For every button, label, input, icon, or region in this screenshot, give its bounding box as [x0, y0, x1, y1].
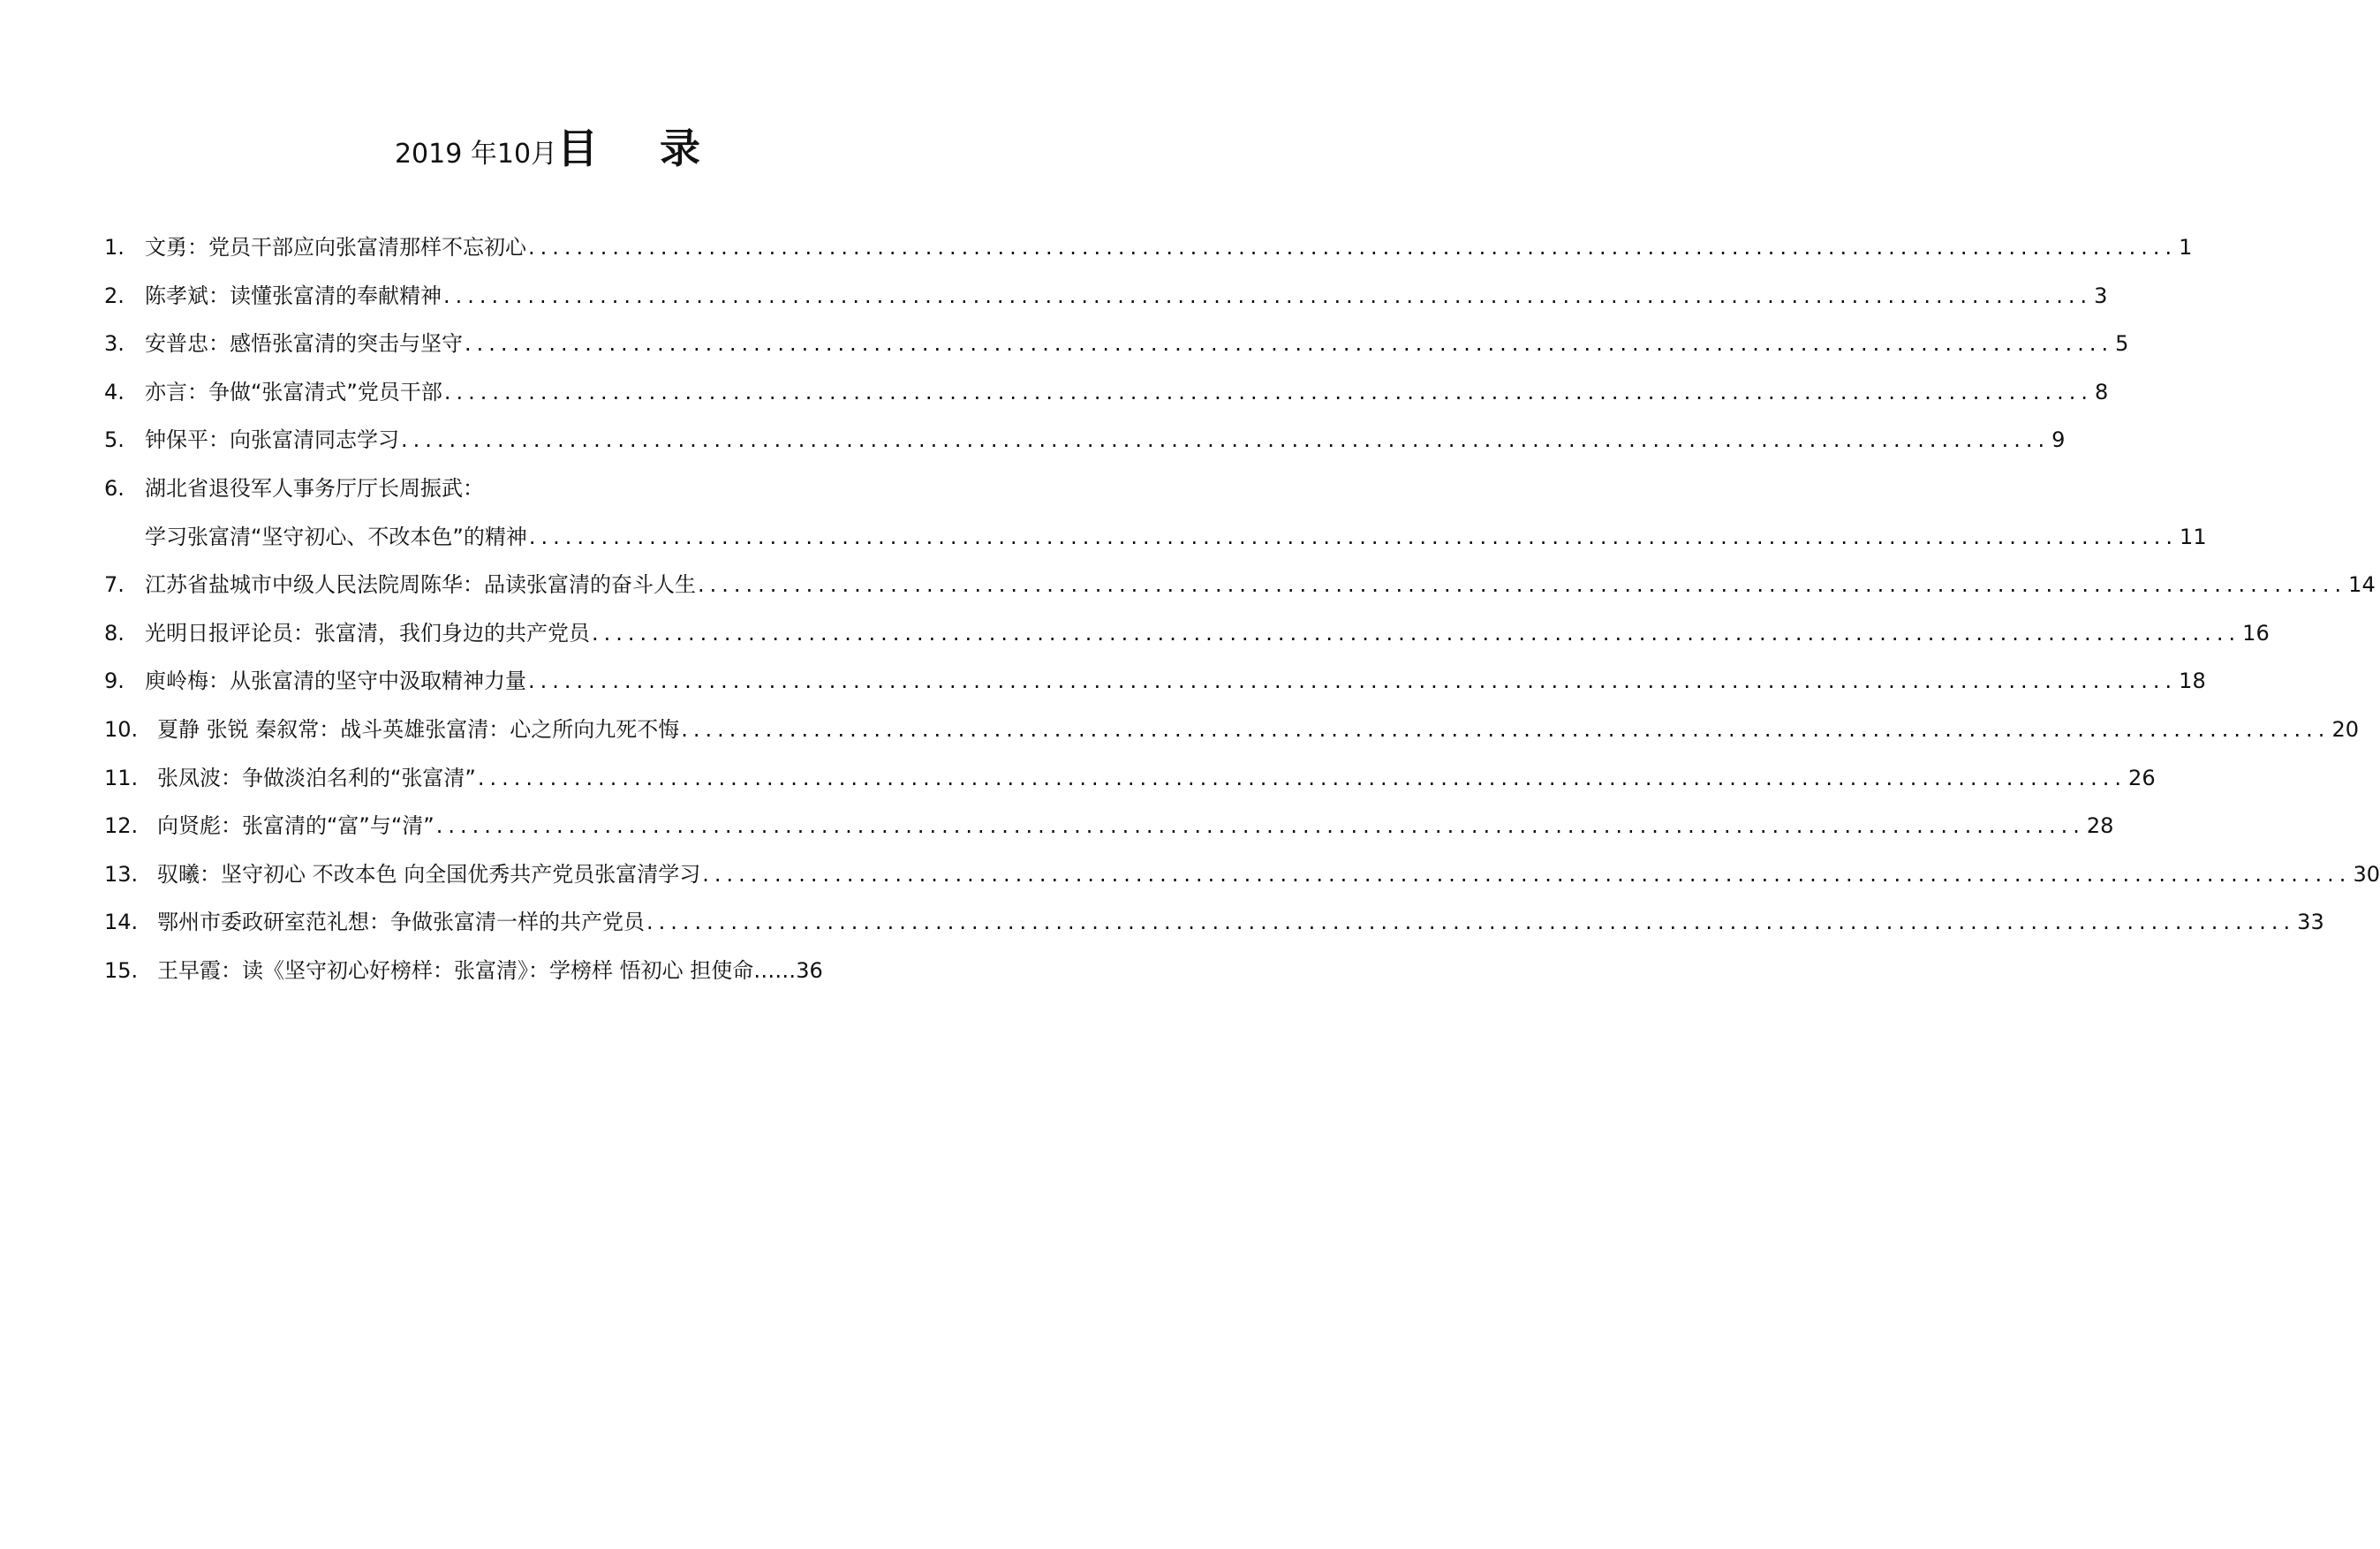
toc-entry-14[interactable]: [104, 898, 2324, 947]
toc-entry-13[interactable]: [104, 850, 2380, 899]
toc-entry-number: 13.: [104, 861, 139, 887]
toc-entry-line: [145, 272, 2108, 321]
toc-entry-title: 江苏省盐城市中级人民法院周陈华：品读张富清的奋斗人生: [145, 572, 696, 598]
title-date: 2019 年10月: [394, 139, 558, 170]
toc-entry-title: 向贤彪：张富清的“富”与“清”: [157, 813, 434, 839]
toc-entry-2[interactable]: [104, 272, 2108, 321]
toc-entry-page: 16: [2242, 620, 2270, 646]
toc-entry-title: 光明日报评论员：张富清，我们身边的共产党员: [145, 620, 590, 646]
toc-entry-page: 14: [2348, 572, 2376, 598]
toc-entry-title: 文勇：党员干部应向张富清那样不忘初心: [145, 235, 526, 260]
toc-leader-dots: .........................................................................................................................................: [528, 524, 2179, 549]
toc-entry-number: 6.: [104, 475, 125, 501]
toc-entry-title: 鄂州市委政研室范礼想：争做张富清一样的共产党员: [157, 910, 645, 935]
toc-entry-page: 3: [2094, 283, 2108, 308]
toc-leader-dots: .........................................................................................................................................: [435, 813, 2085, 839]
toc-entry-number: 12.: [104, 813, 139, 839]
toc-entry-title: 学习张富清“坚守初心、不改本色”的精神: [145, 524, 527, 549]
toc-entry-title: 亦言：争做“张富清式”党员干部: [145, 379, 442, 404]
toc-entry-number: 15.: [104, 957, 139, 983]
toc-entry-page: 18: [2179, 669, 2206, 694]
toc-entry-1[interactable]: [104, 223, 2193, 272]
toc-entry-line: [145, 657, 2206, 706]
toc-entry-title: 王早霞：读《坚守初心好榜样：张富清》：学榜样 悟初心 担使命……36: [157, 957, 823, 983]
toc-entry-number: 14.: [104, 910, 139, 935]
toc-entry-line: [145, 416, 2066, 465]
toc-leader-dots: .........................................................................................................................................: [443, 283, 2093, 308]
toc-leader-dots: .........................................................................................................................................: [646, 910, 2296, 935]
toc-entry-page: 33: [2297, 910, 2324, 935]
title-heading-char-2: 录: [660, 125, 701, 172]
toc-leader-dots: .........................................................................................................................................: [702, 861, 2352, 887]
toc-leader-dots: .........................................................................................................................................: [443, 379, 2094, 404]
toc-entry-15[interactable]: [104, 947, 998, 995]
toc-entry-6[interactable]: [104, 513, 2207, 562]
toc-entry-4[interactable]: [104, 368, 2109, 417]
toc-entry-number: 1.: [104, 235, 125, 260]
toc-entry-line: [145, 561, 2376, 609]
toc-entry-number: 11.: [104, 765, 139, 790]
toc-entry-page: 1: [2179, 235, 2193, 260]
toc-entry-10[interactable]: [104, 706, 2359, 754]
toc-entry-number: 2.: [104, 283, 125, 308]
toc-entry-title: 庾岭梅：从张富清的坚守中汲取精神力量: [145, 669, 526, 694]
toc-leader-dots: .........................................................................................................................................: [465, 331, 2114, 357]
toc-entry-7[interactable]: [104, 561, 2376, 609]
page-title: [0, 122, 1095, 185]
toc-entry-11[interactable]: [104, 754, 2156, 803]
toc-entry-page: 30: [2353, 861, 2380, 887]
toc-entry-number: 7.: [104, 572, 125, 598]
toc-entry-number: 10.: [104, 716, 139, 742]
toc-entry-line: [145, 513, 2207, 562]
toc-leader-dots: .........................................................................................................................................: [698, 572, 2347, 598]
toc-entry-number: 8.: [104, 620, 125, 646]
toc-entry-page: 8: [2095, 379, 2109, 404]
toc-entry-line: [145, 320, 2129, 368]
toc-entry-page: 28: [2086, 813, 2114, 839]
toc-entry-title-line-1: 湖北省退役军人事务厅厅长周振武：: [145, 475, 484, 501]
toc-entry-title: 安普忠：感悟张富清的突击与坚守: [145, 331, 463, 357]
toc-entry-number: 5.: [104, 427, 125, 453]
toc-entry-12[interactable]: [104, 802, 2114, 850]
toc-entry-line: [145, 223, 2193, 272]
toc-entry-line: [157, 706, 2359, 754]
toc-leader-dots: .........................................................................................................................................: [401, 427, 2051, 453]
toc-entry-9[interactable]: [104, 657, 2206, 706]
toc-entry-line: [145, 609, 2270, 658]
toc-leader-dots: .........................................................................................................................................: [528, 235, 2178, 260]
toc-entry-title: 驭曦：坚守初心 不改本色 向全国优秀共产党员张富清学习: [157, 861, 701, 887]
toc-entry-title: 陈孝斌：读懂张富清的奉献精神: [145, 283, 442, 308]
toc-entry-page: 11: [2180, 524, 2207, 549]
toc-entry-line: [145, 368, 2109, 417]
toc-leader-dots: .........................................................................................................................................: [528, 669, 2178, 694]
toc-entry-8[interactable]: [104, 609, 2270, 658]
toc-entry-6-author[interactable]: [104, 465, 998, 513]
toc-leader-dots: .........................................................................................................................................: [681, 716, 2331, 742]
toc-entry-page: 20: [2331, 716, 2359, 742]
toc-entry-number: 3.: [104, 331, 125, 357]
table-of-contents: [104, 223, 2380, 995]
toc-entry-line: [157, 754, 2156, 803]
toc-entry-title: 钟保平：向张富清同志学习: [145, 427, 399, 453]
toc-entry-line: [157, 802, 2114, 850]
toc-entry-line: [157, 898, 2324, 947]
toc-entry-title: 夏静 张锐 秦叙常：战斗英雄张富清：心之所向九死不悔: [157, 716, 680, 742]
toc-entry-page: 5: [2115, 331, 2129, 357]
toc-entry-line: [157, 947, 823, 995]
toc-leader-dots: .........................................................................................................................................: [477, 765, 2127, 790]
title-heading-char-1: 目: [557, 125, 599, 172]
toc-entry-page: 9: [2051, 427, 2066, 453]
toc-entry-number: 9.: [104, 669, 125, 694]
toc-entry-page: 26: [2128, 765, 2156, 790]
toc-entry-line: [157, 850, 2380, 899]
toc-entry-3[interactable]: [104, 320, 2129, 368]
toc-leader-dots: .........................................................................................................................................: [592, 620, 2241, 646]
toc-entry-number: 4.: [104, 379, 125, 404]
toc-entry-5[interactable]: [104, 416, 2066, 465]
toc-entry-title: 张凤波：争做淡泊名利的“张富清”: [157, 765, 476, 790]
